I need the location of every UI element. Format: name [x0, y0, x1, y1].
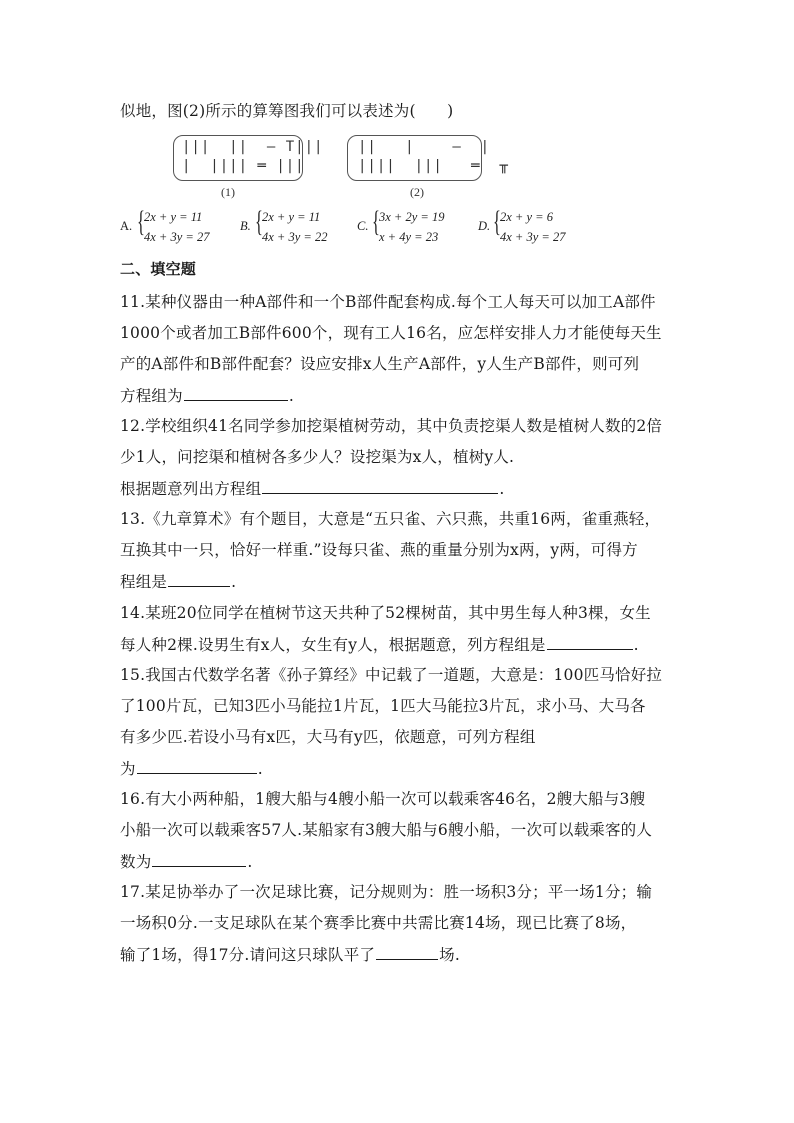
- rod-figure-1: [173, 135, 324, 181]
- brace-icon: {: [493, 205, 501, 238]
- rod-figure-2: [347, 135, 509, 181]
- q13-line-2: 互换其中一只，恰好一样重.”设每只雀、燕的重量分别为x两，y两，可得方: [120, 541, 638, 559]
- q11-line-2: 1000个或者加工B部件600个，现有工人16名，应怎样安排人力才能使每天生: [120, 324, 662, 342]
- q14-answer-blank[interactable]: [547, 634, 633, 650]
- brace-icon: {: [255, 205, 263, 238]
- rod-figure-2-caption: (2): [410, 185, 424, 199]
- q17-line-2: 一场积0分.一支足球队在某个赛季比赛中共需比赛14场，现已比赛了8场，: [120, 914, 637, 932]
- q15-line-1: 15.我国古代数学名著《孙子算经》中记载了一道题，大意是：100匹马恰好拉: [120, 666, 663, 684]
- q16-line-1: 16.有大小两种船，1艘大船与4艘小船一次可以载乘客46名，2艘大船与3艘: [120, 790, 646, 808]
- q16-line-3: 数为 .: [120, 853, 253, 871]
- rod-figure-1-row-1: ||| || — T|||: [182, 139, 324, 155]
- q13-line-1: 13.《九章算术》有个题目，大意是“五只雀、六只燕，共重16两，雀重燕轻，: [120, 510, 661, 528]
- q11-line-4: 方程组为 .: [120, 387, 294, 405]
- q17-answer-blank[interactable]: [376, 944, 438, 960]
- q13-line-3: 程组是 .: [120, 573, 237, 591]
- q12-line-1: 12.学校组织41名同学参加挖渠植树劳动，其中负责挖渠人数是植树人数的2倍: [120, 417, 663, 435]
- rod-figure-1-row-2: | |||| ═ |||: [182, 158, 305, 174]
- rod-figure-1-caption: (1): [221, 185, 235, 199]
- q15-line-4: 为 .: [120, 760, 263, 778]
- section-title: 二、填空题: [120, 260, 197, 278]
- q11-answer-blank[interactable]: [184, 385, 288, 401]
- q16-line-2: 小船一次可以载乘客57人.某船家有3艘大船与6艘小船，一次可以载乘客的人: [120, 821, 653, 839]
- rod-figure-2-row-1: || | — |: [358, 139, 491, 155]
- q14-line-1: 14.某班20位同学在植树节这天共种了52棵树苗，其中男生每人种3棵，女生: [120, 604, 651, 622]
- q15-line-3: 有多少匹.若设小马有x匹，大马有y匹，依题意，可列方程组: [120, 728, 536, 746]
- q17-line-1: 17.某足协举办了一次足球比赛，记分规则为：胜一场积3分；平一场1分；输: [120, 883, 653, 901]
- q14-line-2: 每人种2棵.设男生有x人，女生有y人，根据题意，列方程组是 .: [120, 636, 639, 654]
- rod-figure-2-row-2: |||| ||| ═ ╥: [358, 158, 509, 174]
- q12-line-3: 根据题意列出方程组 .: [120, 480, 505, 498]
- brace-icon: {: [137, 205, 145, 238]
- brace-icon: {: [372, 205, 380, 238]
- q16-answer-blank[interactable]: [152, 851, 246, 867]
- q15-answer-blank[interactable]: [137, 758, 257, 774]
- q15-line-2: 了100片瓦，已知3匹小马能拉1片瓦，1匹大马能拉3片瓦，求小马、大马各: [120, 697, 646, 715]
- q13-answer-blank[interactable]: [168, 571, 230, 587]
- q12-line-2: 少1人，问挖渠和植树各多少人？设挖渠为x人，植树y人.: [120, 448, 515, 466]
- q12-answer-blank[interactable]: [262, 478, 498, 494]
- q11-line-1: 11.某种仪器由一种A部件和一个B部件配套构成.每个工人每天可以加工A部件: [120, 293, 656, 311]
- question-10-stem: 似地，图(2)所示的算筹图我们可以表述为( ): [120, 102, 454, 120]
- q11-line-3: 产的A部件和B部件配套？设应安排x人生产A部件，y人生产B部件，则可列: [120, 355, 640, 373]
- worksheet-page: 似地，图(2)所示的算筹图我们可以表述为( ) ||| || — T||| | |||| ═ ||| (1) || | — | |||| ||| ═ ╥ (2) A. { 2x + y = 11 4x + 3y = 27 B. { 2x + y = 11 4x + 3y = 22 C. { 3x + 2y = 19 x + 4y = 23 D. { 2x + y = 6 4x + 3y = 27 二、填空题 11.某种仪器由一种A部件和一个B部件配套构成.每个工人每天可以加工A部件 1000个或者加工B部件600个，现有工人16名，应怎样安排人力才能使每天生 产的A部件和B部件配套？设应安排x人生产A部件，y人生产B部件，则可列 方程组为 . 12.学校组织41名同学参加挖渠植树劳动，其中负责挖渠人数是植树人数的2倍 少1人，问挖渠和植树各多少人？设挖渠为x人，植树y人. 根据题意列出方程组 . 13.《九章算术》有个题目，大意是“五只雀、六只燕，共重16两，雀重燕轻， 互换其中一只，恰好一样重.”设每只雀、燕的重量分别为x两，y两，可得方 程组是 . 14.某班20位同学在植树节这天共种了52棵树苗，其中男生每人种3棵，女生 每人种2棵.设男生有x人，女生有y人，根据题意，列方程组是 . 15.我国古代数学名著《孙子算经》中记载了一道题，大意是：100匹马恰好拉 了100片瓦，已知3匹小马能拉1片瓦，1匹大马能拉3片瓦，求小马、大马各 有多少匹.若设小马有x匹，大马有y匹，依题意，可列方程组 为 . 16.有大小两种船，1艘大船与4艘小船一次可以载乘客46名，2艘大船与3艘 小船一次可以载乘客57人.某船家有3艘大船与6艘小船，一次可以载乘客的人 数为 . 17.某足协举办了一次足球比赛，记分规则为：胜一场积3分；平一场1分；输 一场积0分.一支足球队在某个赛季比赛中共需比赛14场，现已比赛了8场， 输了1场，得17分.请问这只球队平了 场.: [120, 102, 663, 964]
- q17-line-3: 输了1场，得17分.请问这只球队平了 场.: [120, 946, 460, 964]
